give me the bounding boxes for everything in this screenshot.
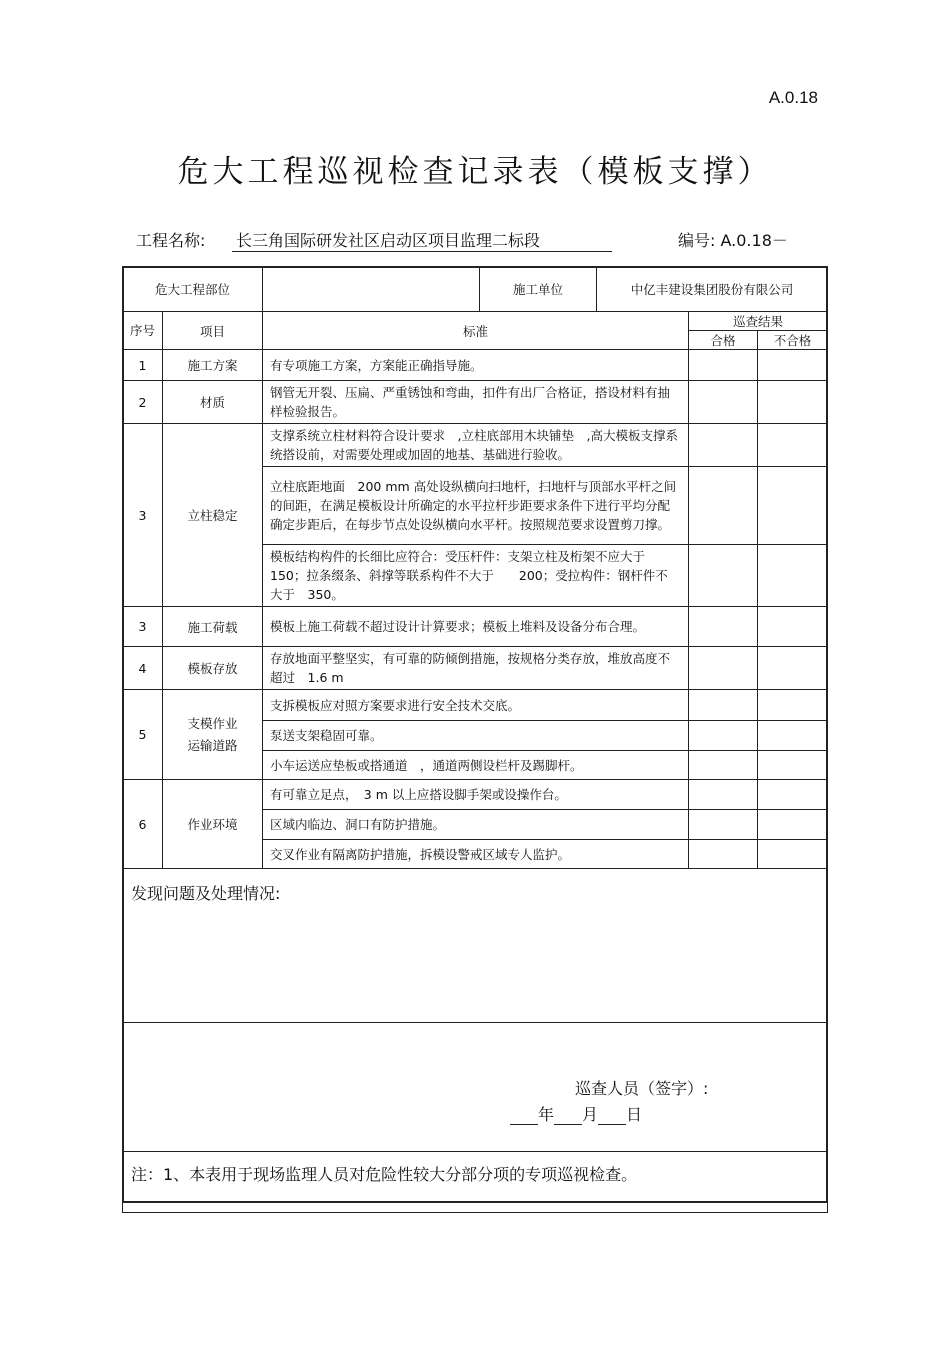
fail-cell[interactable] — [758, 381, 828, 424]
row-seq: 1 — [123, 350, 163, 381]
findings-row — [123, 869, 828, 1023]
col-result: 巡查结果 — [689, 312, 828, 331]
header-info-row — [123, 267, 828, 312]
inspection-table — [122, 266, 828, 1213]
table-row — [123, 607, 828, 647]
inspector-signature-label: 巡查人员（签字）: — [575, 1079, 709, 1098]
year-blank[interactable] — [510, 1110, 538, 1125]
fail-cell[interactable] — [758, 545, 828, 607]
row-standard: 支拆模板应对照方案要求进行安全技术交底。 — [263, 690, 689, 721]
form-code: A.0.18 — [768, 88, 818, 107]
serial-value: A.0.18－ — [720, 231, 788, 250]
row-item: 施工方案 — [163, 350, 263, 381]
fail-cell[interactable] — [758, 467, 828, 545]
fail-cell[interactable] — [758, 350, 828, 381]
pass-cell[interactable] — [689, 751, 758, 780]
project-name-value: 长三角国际研发社区启动区项目监理二标段 — [232, 228, 612, 252]
row-item: 作业环境 — [163, 780, 263, 869]
row-seq: 3 — [123, 607, 163, 647]
month-label: 月 — [582, 1105, 599, 1124]
row-standard: 区域内临边、洞口有防护措施。 — [263, 810, 689, 840]
table-row — [123, 690, 828, 721]
pass-cell[interactable] — [689, 424, 758, 467]
row-standard: 支撑系统立柱材料符合设计要求 ,立柱底部用木块铺垫 ,高大模板支撑系统搭设前，对需要处理或加固的地基、基础进行验收。 — [263, 424, 689, 467]
table-row — [123, 424, 828, 467]
col-standard: 标准 — [263, 312, 689, 350]
row-seq: 4 — [123, 647, 163, 690]
signature-row — [123, 1023, 828, 1152]
row-seq: 2 — [123, 381, 163, 424]
row-seq: 6 — [123, 780, 163, 869]
pass-cell[interactable] — [689, 780, 758, 810]
row-item: 模板存放 — [163, 647, 263, 690]
fail-cell[interactable] — [758, 607, 828, 647]
row-standard: 模板上施工荷载不超过设计计算要求；模板上堆料及设备分布合理。 — [263, 607, 689, 647]
fail-cell[interactable] — [758, 810, 828, 840]
fail-cell[interactable] — [758, 647, 828, 690]
project-name-label: 工程名称: — [136, 231, 206, 250]
row-standard: 泵送支架稳固可靠。 — [263, 721, 689, 751]
pass-cell[interactable] — [689, 545, 758, 607]
day-label: 日 — [626, 1105, 643, 1124]
col-pass: 合格 — [689, 331, 758, 350]
fail-cell[interactable] — [758, 721, 828, 751]
row-standard: 有可靠立足点， 3 m 以上应搭设脚手架或设操作台。 — [263, 780, 689, 810]
table-row — [123, 350, 828, 381]
pass-cell[interactable] — [689, 647, 758, 690]
row-standard: 模板结构构件的长细比应符合：受压杆件：支架立柱及桁架不应大于 150；拉条缀条、斜撑等联系构件不大于 200；受拉构件：钢杆件不大于 350。 — [263, 545, 689, 607]
pass-cell[interactable] — [689, 381, 758, 424]
month-blank[interactable] — [554, 1110, 582, 1125]
year-label: 年 — [538, 1105, 555, 1124]
note: 注：1、本表用于现场监理人员对危险性较大分部分项的专项巡视检查。 — [123, 1152, 828, 1213]
pass-cell[interactable] — [689, 690, 758, 721]
row-item: 立柱稳定 — [163, 424, 263, 607]
column-header-row — [123, 312, 828, 331]
pass-cell[interactable] — [689, 607, 758, 647]
pass-cell[interactable] — [689, 721, 758, 751]
serial-label: 编号: — [678, 231, 716, 250]
row-item: 施工荷载 — [163, 607, 263, 647]
col-fail: 不合格 — [758, 331, 828, 350]
part-label: 危大工程部位 — [123, 267, 263, 312]
fail-cell[interactable] — [758, 780, 828, 810]
unit-value: 中亿丰建设集团股份有限公司 — [597, 267, 828, 312]
row-seq: 3 — [123, 424, 163, 607]
table-row — [123, 780, 828, 810]
pass-cell[interactable] — [689, 840, 758, 869]
pass-cell[interactable] — [689, 350, 758, 381]
signature-cell[interactable] — [123, 1023, 828, 1152]
row-standard: 存放地面平整坚实，有可靠的防倾倒措施，按规格分类存放，堆放高度不超过 1.6 m — [263, 647, 689, 690]
row-standard: 有专项施工方案，方案能正确指导施。 — [263, 350, 689, 381]
unit-label: 施工单位 — [480, 267, 597, 312]
fail-cell[interactable] — [758, 840, 828, 869]
day-blank[interactable] — [598, 1110, 626, 1125]
note-row — [123, 1152, 828, 1213]
pass-cell[interactable] — [689, 467, 758, 545]
row-seq: 5 — [123, 690, 163, 780]
page-title: 危大工程巡视检查记录表（模板支撑） — [177, 154, 773, 190]
findings-cell[interactable] — [123, 869, 828, 1023]
row-standard: 钢管无开裂、压扁、严重锈蚀和弯曲，扣件有出厂合格证，搭设材料有抽样检验报告。 — [263, 381, 689, 424]
date-line — [510, 1102, 642, 1125]
col-item: 项目 — [163, 312, 263, 350]
fail-cell[interactable] — [758, 751, 828, 780]
fail-cell[interactable] — [758, 690, 828, 721]
row-item: 材质 — [163, 381, 263, 424]
pass-cell[interactable] — [689, 810, 758, 840]
col-seq: 序号 — [123, 312, 163, 350]
table-row — [123, 647, 828, 690]
row-standard: 交叉作业有隔离防护措施，拆模设警戒区域专人监护。 — [263, 840, 689, 869]
fail-cell[interactable] — [758, 424, 828, 467]
row-item: 支模作业运输道路 — [163, 690, 263, 780]
row-standard: 小车运送应垫板或搭通道 ，通道两侧设栏杆及踢脚杆。 — [263, 751, 689, 780]
findings-label: 发现问题及处理情况: — [131, 884, 281, 903]
table-row — [123, 381, 828, 424]
part-value-cell[interactable] — [263, 267, 480, 312]
row-standard: 立柱底距地面 200 mm 高处设纵横向扫地杆，扫地杆与顶部水平杆之间的间距，在满足模板设计所确定的水平拉杆步距要求条件下进行平均分配确定步距后，在每步节点处设纵横向水平杆。按照规范要求设置剪刀撑。 — [263, 467, 689, 545]
serial-number — [678, 228, 788, 251]
